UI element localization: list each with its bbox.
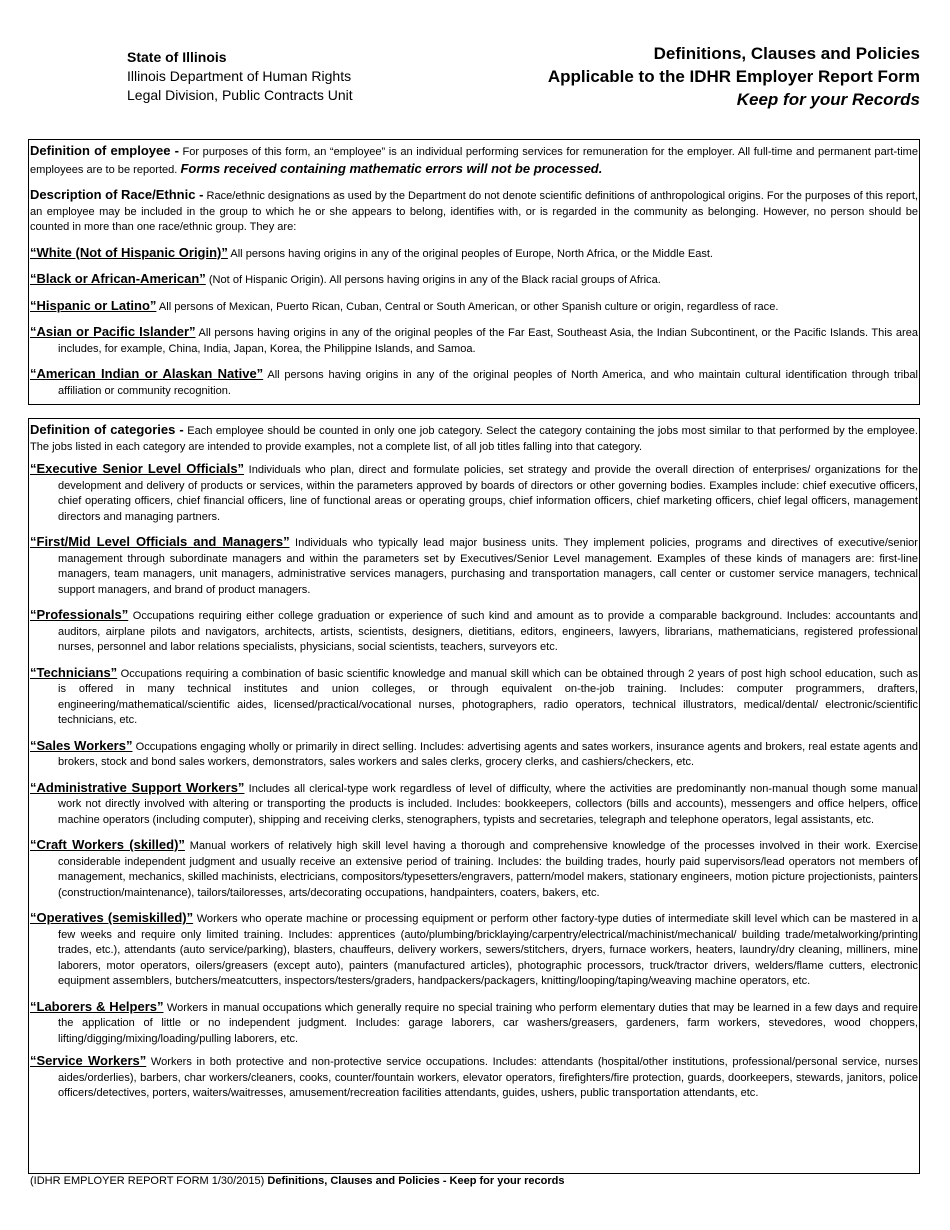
definitions-box — [28, 139, 920, 405]
department-name: Illinois Department of Human Rights — [127, 68, 352, 84]
race-group-item — [30, 271, 918, 289]
category-item — [30, 1053, 918, 1102]
race-group-item — [30, 245, 918, 263]
categories-definition — [30, 422, 918, 455]
category-item — [30, 534, 918, 598]
race-group-text: All persons having origins in any of the original peoples of North America, and who maintain cultural identification through tribal affiliation or community recognition. — [58, 369, 918, 397]
race-group-title: “Hispanic or Latino” — [30, 297, 157, 313]
category-item — [30, 910, 918, 990]
employee-definition — [30, 143, 918, 178]
agency-block — [127, 48, 353, 105]
race-group-title: “Asian or Pacific Islander” — [30, 324, 196, 339]
footer-title: Definitions, Clauses and Policies - Keep for your records — [267, 1175, 565, 1187]
category-text: Manual workers of relatively high skill level having a thorough and comprehensive knowledge of the processes involved in their work. Exercise considerable independent judgment and usually receive an extensive period of training. Includes: the building trades, hourly paid supervisors/lead operators not members of management, mechanics, skilled machinists, electricians, compositors/typesetters/engravers, pattern/model makers, stationary engineers, motion picture projectionists, painters (construction/maintenance), tailors/tailoresses, arts/decorating occupations, handpainters, coaters, bakers, etc. — [58, 840, 918, 899]
employee-text: For purposes of this form, an “employee” is an individual performing services for remuneration for the employer. All full-time and permanent part-time employees are to be reported. — [30, 146, 919, 176]
race-group-text: All persons having origins in any of the original peoples of the Far East, Southeast Asia, the Indian Subcontinent, or the Pacific Islands. This area includes, for example, China, India, Japan, Korea, the Philippine Islands, and Samoa. — [58, 327, 918, 355]
document-title: Definitions, Clauses and Policies — [653, 44, 920, 63]
race-group-item — [30, 324, 918, 357]
race-group-title: “White (Not of Hispanic Origin)” — [30, 244, 228, 260]
race-group-title: “American Indian or Alaskan Native” — [30, 366, 264, 381]
category-item — [30, 780, 918, 829]
category-title: “Administrative Support Workers” — [30, 779, 245, 795]
categories-label: Definition of categories - — [30, 422, 184, 437]
category-text: Individuals who typically lead major business units. They implement policies, programs and directives of executive/senior management through subordinate managers and within the parameters set by Executives/Senior Level management. Examples of these kinds of managers are: first-line managers, team managers, unit managers, administrative services managers, purchasing and transportation managers, call center or customer service managers, technical support managers, and brand of product managers. — [58, 537, 918, 596]
category-title: “Executive Senior Level Officials” — [30, 461, 245, 476]
category-text: Occupations requiring a combination of basic scientific knowledge and manual skill which can be obtained through 2 years of post high school education, such as is offered in many technical institutes and union colleges, or through equivalent on-the-job training. Includes: computer programmers, drafters, engineering/mathematical/scientific aides, licensed/practical/vocational nurses, photographers, radio operators, technical illustrators, medical/dental/ electronic/scientific technicians, etc. — [58, 667, 918, 726]
categories-text: Each employee should be counted in only one job category. Select the category containing the jobs most similar to that performed by the employee. The jobs listed in each category are intended to provide examples, not a complete list, of all job titles falling into that category. — [30, 425, 918, 453]
category-item — [30, 665, 918, 729]
category-title: “Operatives (semiskilled)” — [30, 910, 194, 925]
state-name: State of Illinois — [127, 49, 227, 65]
category-title: “Professionals” — [30, 607, 129, 622]
category-text: Includes all clerical-type work regardless of level of difficulty, where the activities are predominantly non-manual though some manual work not directly involved with altering or transporting the products is included. Includes: bookkeepers, collectors (bills and accounts), messengers and office helpers, office machine operators (including computer), shipping and receiving clerks, stenographers, typists and secretaries, telegraph and telephone operators, legal assistants, etc. — [58, 782, 918, 826]
race-description — [30, 187, 918, 236]
category-text: Workers in manual occupations which generally require no special training who perform elementary duties that may be learned in a few days and require the application of little or no independent judgment. Includes: garage laborers, car washers/greasers, gardeners, farm workers, stevedores, wood choppers, lifting/digging/mixing/loading/pulling laborers, etc. — [58, 1001, 918, 1045]
race-group-title: “Black or African-American” — [30, 271, 206, 286]
category-item — [30, 738, 918, 771]
employee-label: Definition of employee - — [30, 143, 179, 158]
category-title: “Craft Workers (skilled)” — [30, 837, 185, 852]
category-item — [30, 999, 918, 1048]
form-id: (IDHR EMPLOYER REPORT FORM 1/30/2015) — [30, 1175, 265, 1187]
document-subtitle: Applicable to the IDHR Employer Report Form — [547, 67, 920, 86]
race-text: Race/ethnic designations as used by the Department do not denote scientific definitions of anthropological origins. For the purposes of this report, an employee may be included in the group to which he or she appears to belong, identifies with, or is regarded in the community as belonging. However, no person should be counted in more than one race/ethnic group. They are: — [30, 190, 918, 233]
category-title: “Service Workers” — [30, 1053, 147, 1068]
category-text: Individuals who plan, direct and formulate policies, set strategy and provide the overall direction of enterprises/ organizations for the development and delivery of products or services, within the parameters approved by boards of directors or other governing bodies. Examples include: chief executive officers, chief operating officers, chief financial officers, line of functional areas or operating groups, chief information officers, chief marketing officers, chief legal officers, management directors and managing partners. — [58, 464, 918, 523]
category-title: “First/Mid Level Officials and Managers” — [30, 534, 290, 549]
race-group-text: All persons of Mexican, Puerto Rican, Cuban, Central or South American, or other Spanish culture or origin, regardless of race. — [156, 300, 779, 313]
category-text: Workers in both protective and non-protective service occupations. Includes: attendants (hospital/other institutions, professional/personal service, nurses aides/orderlies), barbers, char workers/cleaners, cooks, counter/fountain workers, elevator operators, firefighters/fire protection, guards, doorkeepers, stewards, janitors, police officers/detectives, porters, waiters/waitresses, amusement/recreation facilities attendants, guides, ushers, public transportation attendants, etc. — [58, 1056, 918, 1099]
category-title: “Sales Workers” — [30, 737, 133, 753]
category-item — [30, 607, 918, 656]
category-title: “Laborers & Helpers” — [30, 998, 164, 1014]
race-group-item — [30, 366, 918, 399]
category-title: “Technicians” — [30, 664, 118, 680]
math-error-warning: Forms received containing mathematic errors will not be processed. — [180, 160, 603, 176]
race-group-item — [30, 298, 918, 316]
race-group-text: (Not of Hispanic Origin). All persons having origins in any of the Black racial groups of Africa. — [205, 274, 661, 286]
keep-notice: Keep for your Records — [736, 90, 920, 109]
category-text: Workers who operate machine or processing equipment or perform other factory-type duties of intermediate skill level which can be mastered in a few weeks and require only limited training. Includes: apprentices (auto/plumbing/bricklaying/carpentry/electrical/machinist/mechanical/ building trade/metalworking/printing trades, etc.), attendants (auto service/parking), blasters, chauffeurs, delivery workers, sewers/stitchers, dryers, furnace workers, heaters, laundry/dry cleaning, milliners, mine laborers, motor operators, oilers/greasers (except auto), painters (manufactured articles), photographic processors, truck/tractor drivers, welders/flame cutters, electronic equipment assemblers, butchers/meatcutters, inspectors/testers/graders, handpackers/packagers, knitting/looping/taping/weaving machine operators, etc. — [58, 913, 918, 987]
document-title-block — [548, 42, 920, 111]
race-group-text: All persons having origins in any of the original peoples of Europe, North Africa, or the Middle East. — [227, 247, 713, 260]
category-item — [30, 837, 918, 901]
division-name: Legal Division, Public Contracts Unit — [127, 87, 353, 103]
race-label: Description of Race/Ethnic - — [30, 187, 204, 202]
category-text: Occupations requiring either college graduation or experience of such kind and amount as to provide a comparable background. Includes: accountants and auditors, airplane pilots and navigators, architects, artists, scientists, designers, dietitians, editors, engineers, lawyers, librarians, mathematicians, registered professional nurses, personnel and labor relations specialists, physicians, social scientists, teachers, surveyors etc. — [58, 610, 918, 653]
categories-box — [28, 418, 920, 1174]
page-footer — [30, 1175, 564, 1187]
category-text: Occupations engaging wholly or primarily in direct selling. Includes: advertising agents and sates workers, insurance agents and brokers, real estate agents and brokers, stock and bond sales workers, demonstrators, sales workers and sales clerks, grocery clerks, and cashiers/checkers, etc. — [58, 740, 919, 768]
category-item — [30, 461, 918, 525]
